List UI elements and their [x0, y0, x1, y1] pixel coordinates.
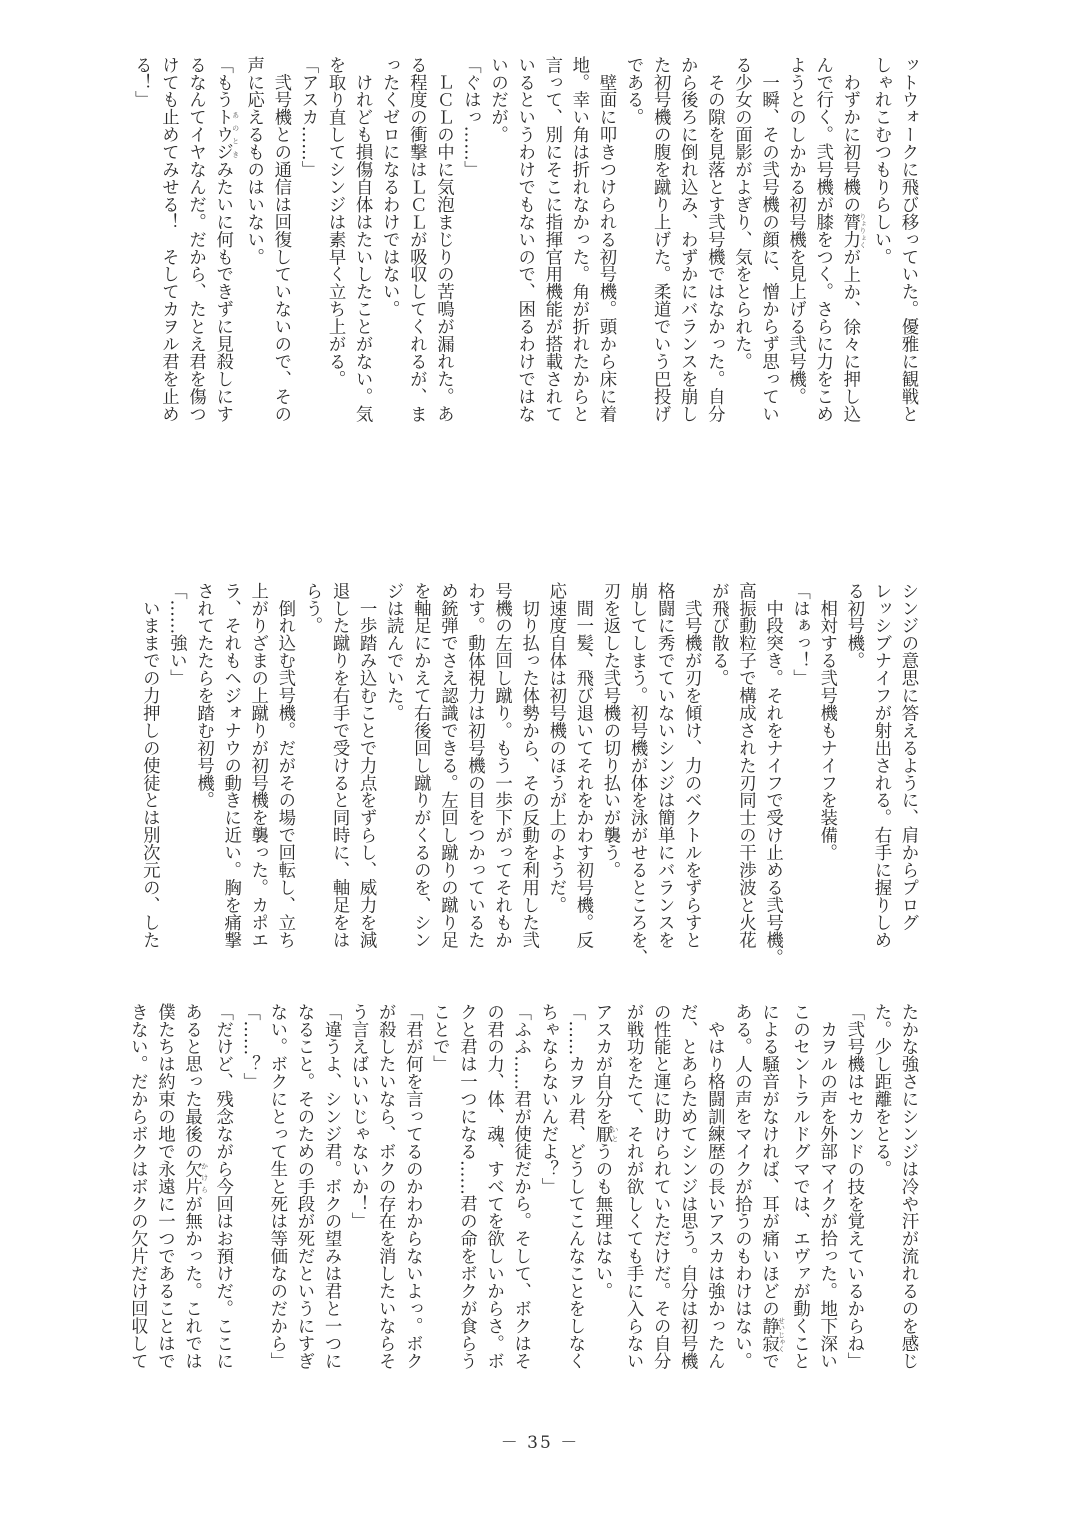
text-column: 言って、別にそこに指揮官用機能が搭載されて: [541, 56, 562, 423]
text-column: [836, 56, 867, 431]
text-column: を軸足にかえて右後回し蹴りがくるのを、シン: [410, 582, 431, 949]
ruby-reading: せいじゃく: [777, 1317, 786, 1353]
text-column: た。少し距離をとる。: [870, 1003, 891, 1178]
ruby-reading: りょりょく: [858, 212, 867, 249]
text-column: が殺したいなら、ボクの存在を消したいならそ: [375, 1003, 396, 1370]
text-column: [754, 1003, 785, 1378]
text-column: クと君は一つになる……君の命をボクが食らう: [456, 1003, 477, 1370]
text-column: 弐号機との通信は回復していないので、その: [270, 56, 291, 423]
text-column: 崩してしまう。初号機が体を泳がせるところを、: [627, 582, 648, 966]
text-column: 地。幸い角は折れなかった。角が折れたからと: [568, 56, 589, 423]
text-segment: が上か、徐々に押し込: [839, 248, 860, 423]
text-column: 応速度自体は初号機のほうが上のようだ。: [545, 582, 566, 914]
text-column: されてたたらを踏む初号機。: [193, 582, 214, 809]
text-column: 「ぐはっ……」: [460, 56, 481, 179]
text-column: きない。だからボクはボクの欠片だけ回収して: [127, 1003, 148, 1370]
text-column: 「アスカ……」: [297, 56, 318, 179]
text-column: [588, 1003, 619, 1378]
ruby-base: トウジ: [212, 108, 233, 161]
text-column: このセントラルドグマでは、エヴァが動くこと: [789, 1003, 810, 1370]
text-column: 僕たちは約束の地で永遠に一つであることはで: [154, 1003, 175, 1370]
text-block-bottom: [127, 1003, 921, 1378]
text-column: [209, 56, 240, 431]
ruby-reading: あのとき: [231, 108, 240, 161]
text-segment: みたいに何もできずに見殺しにす: [212, 160, 233, 423]
text-block-top: [131, 56, 921, 431]
text-column: いるというわけでもないので、困るわけではな: [514, 56, 535, 423]
text-column: る初号機。: [843, 582, 864, 670]
text-column: 格闘に秀でていないシンジは簡単にバランスを: [654, 582, 675, 949]
text-column: 「だけど、残念ながら今回はお預けだ。ここに: [212, 1003, 233, 1370]
text-column: の性能と運に助けられていただけだ。その自分: [650, 1003, 671, 1370]
text-column: 壁面に叩きつけられる初号機。頭から床に着: [595, 56, 616, 423]
text-column: の君の力、体、魂、すべてを欲しいからさ。ボ: [483, 1003, 504, 1370]
text-segment: うのも無理はない。: [591, 1142, 612, 1300]
text-column: る程度の衝撃はＬＣＬが吸収してくれるが、ま: [406, 56, 427, 423]
text-column: め銃弾でさえ認識できる。左回し蹴りの蹴り足: [437, 582, 458, 949]
text-column: レッシブナイフが射出される。右手に握りしめ: [870, 582, 891, 949]
text-column: 切り払った体勢から、その反動を利用した弐: [518, 582, 539, 949]
text-column: ラ、それもヘジォナウの動きに近い。胸を痛撃: [220, 582, 241, 949]
text-column: 高振動粒子で構成された刃同士の干渉波と火花: [735, 582, 756, 949]
text-column: 「はぁっ！」: [789, 582, 810, 687]
text-column: ない。ボクにとって生と死は等価なのだから」: [266, 1003, 287, 1370]
text-column: [177, 1003, 208, 1378]
text-column: らう。: [301, 582, 322, 635]
text-column: 「……？」: [239, 1003, 260, 1091]
text-column: なること。そのための手段が死だというにすぎ: [293, 1003, 314, 1370]
text-segment: で: [758, 1352, 779, 1370]
text-column: る！」: [131, 56, 152, 109]
page-number: － 35 －: [500, 1433, 580, 1453]
text-column: 相対する弐号機もナイフを装備。: [816, 582, 837, 862]
text-column: る少女の面影がよぎり、気をとられた。: [731, 56, 752, 371]
text-column: カヲルの声を外部マイクが拾った。地下深い: [816, 1003, 837, 1370]
text-column: 「ふふ……君が使徒だから。そして、ボクはそ: [510, 1003, 531, 1370]
text-column: わす。動体視力は初号機の目をつかっているた: [464, 582, 485, 949]
text-column: 上がりざまの上蹴りが初号機を襲った。カポエ: [247, 582, 268, 949]
text-column: 一歩踏み込むことで力点をずらし、威力を減: [356, 582, 377, 949]
text-column: 刃を返した弐号機の切り払いが襲う。: [599, 582, 620, 879]
text-segment: による騒音がなければ、耳が痛いほどの: [758, 1003, 779, 1318]
text-column: シンジの意思に答えるように、肩からプログ: [898, 582, 918, 931]
text-column: ットウォークに飛び移っていた。優雅に観戦と: [898, 56, 918, 423]
text-column: ちゃならないんだよ？」: [537, 1003, 558, 1195]
text-column: んで行く。弐号機が膝をつく。さらに力をこめ: [812, 56, 833, 423]
text-column: 倒れ込む弐号機。だがその場で回転し、立ち: [274, 582, 295, 949]
text-column: たかな強さにシンジは冷や汗が流れるのを感じ: [898, 1003, 918, 1370]
text-column: けれども損傷自体はたいしたことがない。気: [352, 56, 373, 423]
text-column: 弐号機が刃を傾け、力のベクトルをずらすと: [681, 582, 702, 949]
text-column: 号機の左回し蹴り。もう一歩下がってそれもか: [491, 582, 512, 949]
text-column: しゃれこむつもりらしい。: [870, 56, 891, 266]
text-column: が戦功をたて、それが欲しくても手に入らない: [623, 1003, 644, 1370]
text-column: ったくゼロになるわけではない。: [379, 56, 400, 318]
text-segment: が無かった。これでは: [181, 1194, 202, 1370]
text-column: ことで」: [429, 1003, 450, 1073]
text-column: 「……強い」: [166, 582, 187, 687]
ruby-annotation: [758, 1317, 786, 1353]
text-column: いのだが。: [487, 56, 508, 144]
ruby-reading: いと: [610, 1125, 619, 1143]
text-column: やはり格闘訓練歴の長いアスカは強かったん: [704, 1003, 725, 1370]
ruby-annotation: [591, 1125, 619, 1143]
text-segment: アスカが自分を: [591, 1003, 612, 1126]
text-column: ＬＣＬの中に気泡まじりの苦鳴が漏れた。あ: [433, 56, 454, 423]
ruby-reading: かけら: [200, 1160, 209, 1195]
text-column: けても止めてみせる！ そしてカヲル君を止め: [158, 56, 179, 423]
ruby-base: 厭: [591, 1125, 612, 1143]
text-segment: 「もう: [212, 56, 233, 109]
text-column: から後ろに倒れ込み、わずかにバランスを崩し: [677, 56, 698, 423]
text-segment: わずかに初号機の: [839, 56, 860, 214]
text-column: が飛び散る。: [708, 582, 729, 687]
text-column: ある。人の声をマイクが拾うのもわけはない。: [731, 1003, 752, 1370]
text-column: だ、とあらためてシンジは思う。自分は初号機: [677, 1003, 698, 1370]
text-column: るなんてイヤなんだ。だから、たとえ君を傷つ: [185, 56, 206, 423]
text-column: 「君が何を言ってるのかわからないよっ。ボク: [402, 1003, 423, 1370]
text-column: ジは読んでいた。: [383, 582, 404, 722]
text-column: 間一髪、飛び退いてそれをかわす初号機。反: [572, 582, 593, 949]
ruby-base: 静寂: [758, 1317, 779, 1353]
text-column: ようとのしかかる初号機を見上げる弐号機。: [785, 56, 806, 405]
ruby-annotation: [839, 212, 867, 249]
text-column: 声に応えるものはいない。: [243, 56, 264, 266]
text-column: その隙を見落とす弐号機ではなかった。自分: [704, 56, 725, 423]
ruby-base: 膂力: [839, 212, 860, 249]
text-column: 中段突き。それをナイフで受け止める弐号機。: [762, 582, 783, 966]
text-column: を取り直してシンジは素早く立ち上がる。: [325, 56, 346, 388]
text-column: う言えばいいじゃないか！」: [348, 1003, 369, 1230]
text-column: 「弐号機はセカンドの技を覚えているからね」: [843, 1003, 864, 1370]
text-column: た初号機の腹を蹴り上げた。柔道でいう巴投げ: [650, 56, 671, 423]
text-column: 「違うよ、シンジ君。ボクの望みは君と一つに: [321, 1003, 342, 1370]
text-column: 退した蹴りを右手で受けると同時に、軸足をは: [329, 582, 350, 949]
text-column: 「……カヲル君、どうしてこんなことをしなく: [564, 1003, 585, 1370]
ruby-base: 欠片: [181, 1160, 202, 1195]
text-column: いままでの力押しの使徒とは別次元の、した: [139, 582, 160, 949]
text-segment: あると思った最後の: [181, 1003, 202, 1161]
ruby-annotation: [212, 108, 240, 161]
text-column: 一瞬、その弐号機の顔に、憎からず思ってい: [758, 56, 779, 423]
ruby-annotation: [181, 1160, 209, 1195]
text-block-middle: [135, 582, 921, 966]
text-column: である。: [623, 56, 644, 126]
